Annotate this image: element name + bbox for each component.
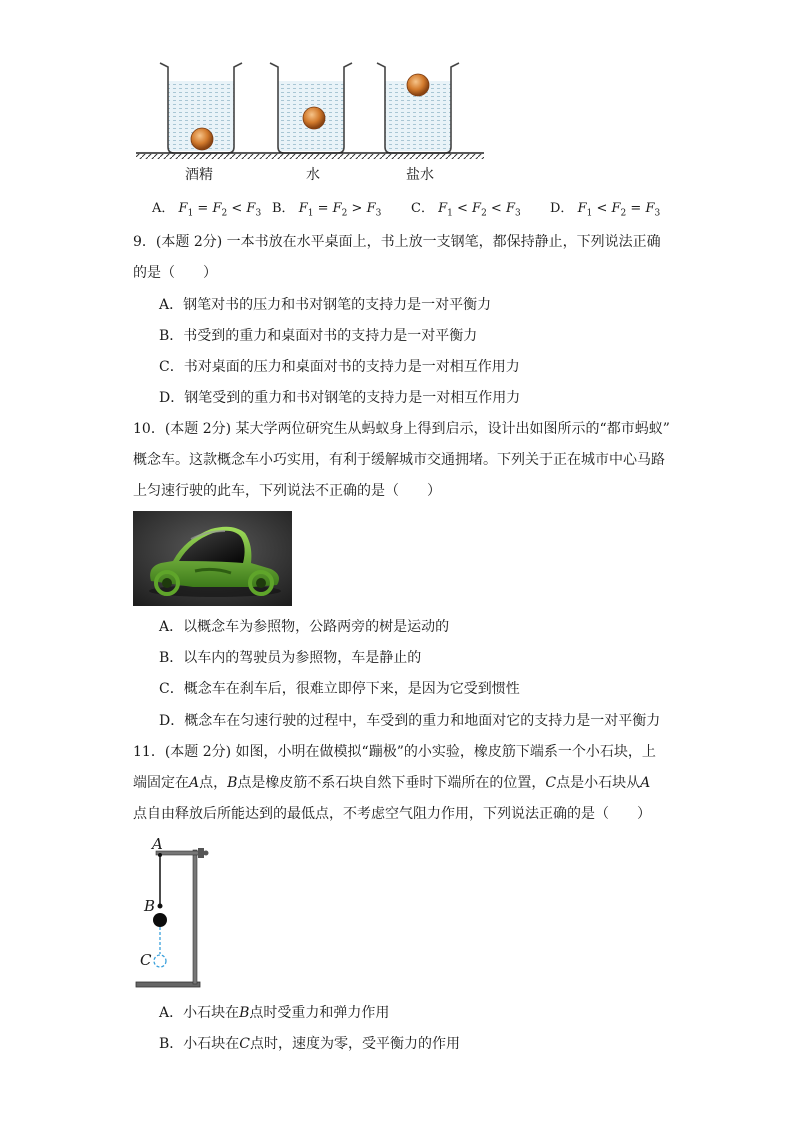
q8-option-b[interactable]: B． $F_1 = F_2 > F_3$ (272, 201, 382, 219)
fig-label-b: B (144, 897, 156, 915)
q11-stem-line2: 端固定在A点，B点是橡皮筋不系石块自然下垂时下端所在的位置，C点是小石块从A (133, 775, 651, 791)
q9-option-d[interactable]: D．钢笔受到的重力和书对钢笔的支持力是一对相互作用力 (159, 390, 521, 406)
q9-option-a[interactable]: A．钢笔对书的压力和书对钢笔的支持力是一对平衡力 (159, 297, 492, 313)
beaker-saltwater (377, 63, 459, 153)
q8-option-c[interactable]: C． $F_1 < F_2 < F_3$ (411, 201, 521, 219)
ball-alcohol (191, 128, 213, 150)
label-alcohol: 酒精 (185, 167, 213, 183)
q10-stem-line2: 概念车。这款概念车小巧实用，有利于缓解城市交通拥堵。下列关于正在城市中心马路 (133, 452, 665, 468)
q10-option-d[interactable]: D．概念车在匀速行驶的过程中，车受到的重力和地面对它的支持力是一对平衡力 (159, 713, 661, 729)
q8-option-a[interactable]: A． $F_1 = F_2 < F_3$ (152, 201, 262, 219)
beakers-figure (130, 55, 490, 165)
beaker-water (270, 63, 352, 153)
ball-water (303, 107, 325, 129)
q9-stem-line1: 9．(本题 2分) 一本书放在水平桌面上，书上放一支钢笔，都保持静止，下列说法正确 (133, 234, 661, 250)
q10-stem-line1: 10．(本题 2分) 某大学两位研究生从蚂蚁身上得到启示，设计出如图所示的“都市蚂蚁” (133, 421, 670, 437)
q11-option-a[interactable]: A．小石块在B点时受重力和弹力作用 (159, 1005, 390, 1021)
q11-option-b[interactable]: B．小石块在C点时，速度为零，受平衡力的作用 (159, 1036, 461, 1052)
q10-option-c[interactable]: C．概念车在刹车后，很难立即停下来，是因为它受到惯性 (159, 681, 520, 697)
label-saltwater: 盐水 (406, 167, 434, 183)
q10-option-a[interactable]: A．以概念车为参照物，公路两旁的树是运动的 (159, 619, 450, 635)
label-water: 水 (306, 167, 320, 183)
q9-stem-line2: 的是（ ） (133, 265, 217, 281)
concept-car-image (133, 511, 292, 606)
q10-stem-line3: 上匀速行驶的此车，下列说法不正确的是（ ） (133, 483, 441, 499)
q9-option-b[interactable]: B．书受到的重力和桌面对书的支持力是一对平衡力 (159, 328, 478, 344)
beaker-alcohol (160, 63, 242, 153)
fig-label-c: C (140, 951, 152, 969)
q8-option-d[interactable]: D． $F_1 < F_2 = F_3$ (550, 201, 661, 219)
q10-option-b[interactable]: B．以车内的驾驶员为参照物，车是静止的 (159, 650, 422, 666)
q11-stem-line3: 点自由释放后所能达到的最低点，不考虑空气阻力作用，下列说法正确的是（ ） (133, 806, 651, 822)
q11-stem-line1: 11．(本题 2分) 如图，小明在做模拟“蹦极”的小实验，橡皮筋下端系一个小石块，上 (133, 744, 656, 760)
q9-option-c[interactable]: C．书对桌面的压力和桌面对书的支持力是一对相互作用力 (159, 359, 520, 375)
ball-saltwater (407, 74, 429, 96)
fig-label-a: A (152, 835, 163, 853)
